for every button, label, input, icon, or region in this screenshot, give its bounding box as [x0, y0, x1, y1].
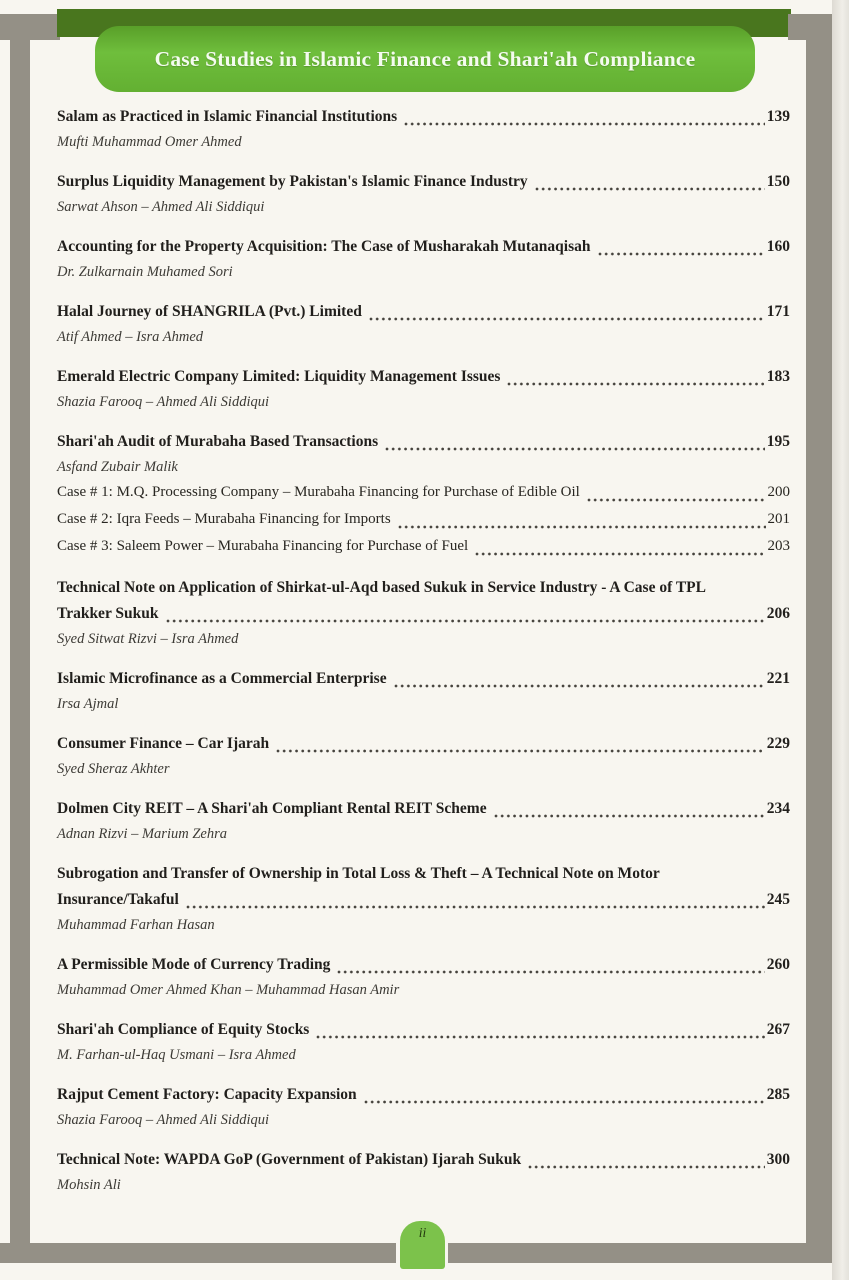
- toc-entry: [57, 104, 790, 154]
- toc-entry-page: 171: [766, 303, 790, 320]
- toc-entry-page: 260: [766, 956, 790, 973]
- toc-entry-page: 300: [766, 1151, 790, 1168]
- dot-leader: [186, 887, 765, 913]
- top-border-bar-left: [0, 14, 60, 40]
- toc-case-label: Case # 3: Saleem Power – Murabaha Financing for Purchase of Fuel: [57, 538, 469, 554]
- toc-entry-title-row: [57, 731, 790, 757]
- left-border-bar: [10, 38, 30, 1262]
- toc-entry-title: Surplus Liquidity Management by Pakistan's Islamic Finance Industry: [57, 173, 528, 190]
- toc-entry-page: 285: [766, 1086, 790, 1103]
- toc-entry: [57, 1082, 790, 1132]
- toc-entry-title: Shari'ah Compliance of Equity Stocks: [57, 1021, 310, 1038]
- toc-entry: [57, 861, 790, 937]
- bottom-border-bar-right: [448, 1243, 832, 1263]
- toc-entry-title-line1: Subrogation and Transfer of Ownership in Total Loss & Theft – A Technical Note on Motor: [57, 865, 660, 882]
- toc-entry-page: 183: [766, 368, 790, 385]
- toc-entry-page: 160: [766, 238, 790, 255]
- toc-entry-title: Halal Journey of SHANGRILA (Pvt.) Limited: [57, 303, 362, 320]
- dot-leader: [276, 731, 765, 757]
- toc-entry-page: 195: [766, 433, 790, 450]
- toc-entry-page: 221: [766, 670, 790, 687]
- toc-entry-title-row: [57, 429, 790, 455]
- toc-entry-authors: Adnan Rizvi – Marium Zehra: [57, 826, 227, 842]
- toc-case-label: Case # 2: Iqra Feeds – Murabaha Financing for Imports: [57, 511, 391, 527]
- top-border-bar-right: [788, 14, 832, 40]
- toc-entry: [57, 299, 790, 349]
- toc-entry-title-row: [57, 364, 790, 390]
- toc-entry-title-row: [57, 299, 790, 325]
- toc-entry-title-line1: Technical Note on Application of Shirkat-ul-Aqd based Sukuk in Service Industry - A Case of TPL: [57, 579, 706, 596]
- dot-leader: [385, 429, 765, 455]
- toc-entry: [57, 364, 790, 414]
- toc-entry-title: A Permissible Mode of Currency Trading: [57, 956, 331, 973]
- toc-case-page: 201: [767, 511, 790, 527]
- dot-leader: [337, 952, 764, 978]
- toc-entry: [57, 169, 790, 219]
- toc-entry-title-row: [57, 952, 790, 978]
- bottom-border-bar-left: [0, 1243, 396, 1263]
- toc-entry-authors: Mufti Muhammad Omer Ahmed: [57, 134, 242, 150]
- scan-page-edge: [832, 0, 849, 1280]
- dot-leader: [598, 234, 765, 260]
- dot-leader: [166, 601, 765, 627]
- dot-leader: [528, 1147, 765, 1173]
- page-number-tab: [400, 1221, 445, 1269]
- toc-entry-title-row: [57, 601, 790, 627]
- toc-entry-authors: Muhammad Farhan Hasan: [57, 917, 215, 933]
- toc-entry-title: Rajput Cement Factory: Capacity Expansion: [57, 1086, 357, 1103]
- toc-entry-page: 229: [766, 735, 790, 752]
- toc-entry-title: Trakker Sukuk: [57, 605, 159, 622]
- table-of-contents: [57, 104, 790, 1212]
- dot-leader: [535, 169, 765, 195]
- toc-entry-title-row: [57, 666, 790, 692]
- toc-entry-title: Insurance/Takaful: [57, 891, 179, 908]
- page-number: ii: [418, 1225, 427, 1240]
- section-header-title: Case Studies in Islamic Finance and Shari'ah Compliance: [154, 46, 696, 71]
- toc-entry: [57, 731, 790, 781]
- toc-entry-authors: Dr. Zulkarnain Muhamed Sori: [57, 264, 233, 280]
- toc-case-row: [57, 479, 790, 506]
- toc-entry-authors: Syed Sitwat Rizvi – Isra Ahmed: [57, 631, 239, 647]
- toc-entry-title: Shari'ah Audit of Murabaha Based Transactions: [57, 433, 379, 450]
- toc-entry-title: Consumer Finance – Car Ijarah: [57, 735, 270, 752]
- dot-leader: [494, 796, 765, 822]
- dot-leader: [364, 1082, 765, 1108]
- toc-entry-page: 206: [766, 605, 790, 622]
- toc-entry-title-row: [57, 104, 790, 130]
- toc-entry-page: 234: [766, 800, 790, 817]
- toc-entry: [57, 1017, 790, 1067]
- toc-entry-title-row: [57, 1147, 790, 1173]
- toc-entry-authors: Atif Ahmed – Isra Ahmed: [57, 329, 204, 345]
- toc-entry: [57, 575, 790, 651]
- dot-leader: [507, 364, 764, 390]
- dot-leader: [587, 479, 766, 506]
- toc-entry-authors: Sarwat Ahson – Ahmed Ali Siddiqui: [57, 199, 265, 215]
- toc-case-row: [57, 506, 790, 533]
- dot-leader: [316, 1017, 764, 1043]
- toc-entry-authors: Mohsin Ali: [57, 1177, 121, 1193]
- dot-leader: [475, 533, 765, 560]
- toc-entry: [57, 234, 790, 284]
- toc-entry-title: Technical Note: WAPDA GoP (Government of Pakistan) Ijarah Sukuk: [57, 1151, 522, 1168]
- toc-entry-authors: Shazia Farooq – Ahmed Ali Siddiqui: [57, 1112, 269, 1128]
- toc-case-page: 203: [767, 538, 790, 554]
- toc-case-page: 200: [767, 484, 790, 500]
- dot-leader: [394, 666, 765, 692]
- toc-entry-title-row: [57, 796, 790, 822]
- toc-entry-authors: Asfand Zubair Malik: [57, 459, 178, 475]
- toc-entry-title-row: [57, 887, 790, 913]
- toc-entry-title-row: [57, 1082, 790, 1108]
- toc-entry-title: Islamic Microfinance as a Commercial Enterprise: [57, 670, 387, 687]
- right-border-bar: [806, 38, 832, 1262]
- toc-entry-title-row: [57, 169, 790, 195]
- toc-case-label: Case # 1: M.Q. Processing Company – Murabaha Financing for Purchase of Edible Oil: [57, 484, 580, 500]
- toc-entry-authors: Syed Sheraz Akhter: [57, 761, 170, 777]
- toc-entry-authors: M. Farhan-ul-Haq Usmani – Isra Ahmed: [57, 1047, 296, 1063]
- toc-entry-title: Emerald Electric Company Limited: Liquidity Management Issues: [57, 368, 501, 385]
- toc-entry-authors: Irsa Ajmal: [57, 696, 119, 712]
- toc-entry-title: Accounting for the Property Acquisition: The Case of Musharakah Mutanaqisah: [57, 238, 591, 255]
- dot-leader: [369, 299, 765, 325]
- dot-leader: [398, 506, 766, 533]
- section-header-banner: [95, 26, 755, 92]
- toc-entry: [57, 666, 790, 716]
- dot-leader: [404, 104, 765, 130]
- toc-entry: [57, 1147, 790, 1197]
- toc-entry-title-row: [57, 234, 790, 260]
- toc-entry-authors: Shazia Farooq – Ahmed Ali Siddiqui: [57, 394, 269, 410]
- toc-entry-title-row: [57, 1017, 790, 1043]
- toc-entry-title: Dolmen City REIT – A Shari'ah Compliant Rental REIT Scheme: [57, 800, 487, 817]
- toc-entry-page: 245: [766, 891, 790, 908]
- toc-entry: [57, 429, 790, 560]
- toc-entry: [57, 796, 790, 846]
- toc-entry-page: 150: [766, 173, 790, 190]
- toc-entry: [57, 952, 790, 1002]
- toc-case-row: [57, 533, 790, 560]
- toc-entry-page: 139: [766, 108, 790, 125]
- toc-entry-title: Salam as Practiced in Islamic Financial Institutions: [57, 108, 398, 125]
- toc-entry-authors: Muhammad Omer Ahmed Khan – Muhammad Hasan Amir: [57, 982, 400, 998]
- toc-entry-page: 267: [766, 1021, 790, 1038]
